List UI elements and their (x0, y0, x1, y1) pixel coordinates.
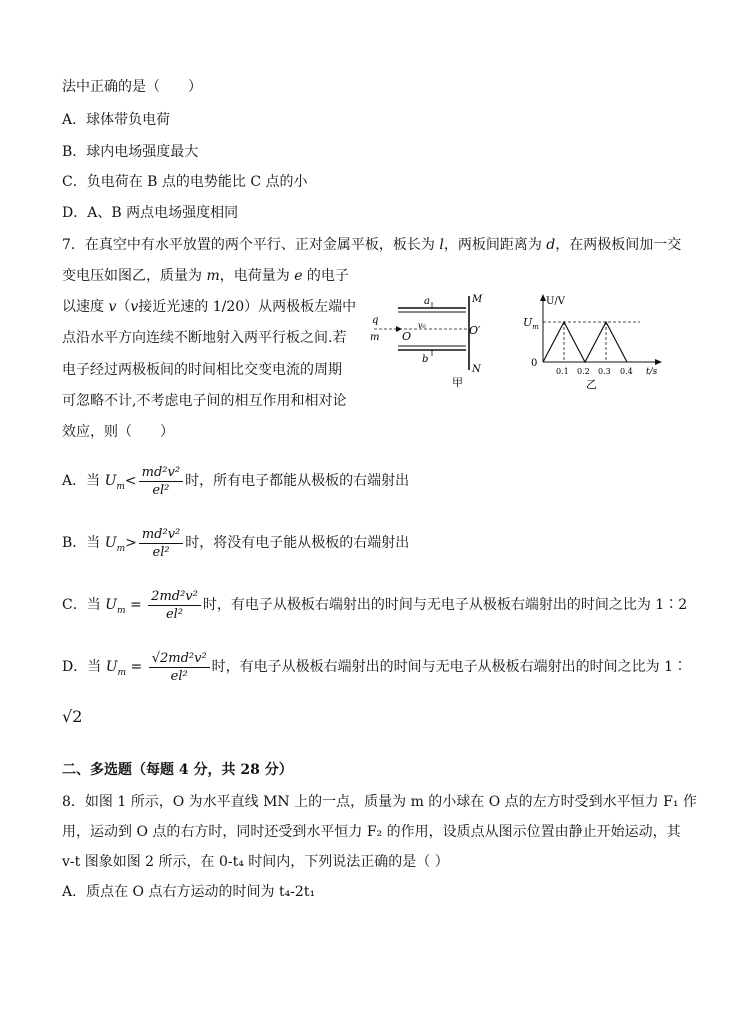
label-a: a (424, 296, 430, 307)
um-label: $U_m$ (523, 316, 539, 331)
q7-option-b: B．当 $U_m>$ $\frac{\text{md²v²}}{\text{el²}}$ 时，将没有电子能从极板的右端射出 (62, 526, 410, 560)
q8-line3: v-t 图象如图 2 所示，在 0-t₄ 时间内，下列说法正确的是（ ） (62, 854, 449, 870)
xlabel: t/s (646, 367, 658, 377)
tick-0-2: 0.2 (577, 367, 590, 376)
voltage-waveform (543, 322, 627, 362)
q7-line4: 点沿水平方向连续不断地射入两平行板之间.若 (62, 330, 347, 346)
q7-option-d: D．当 $U_m$ = $\frac{\text{√2md²v²}}{\text{el²}}$ 时，有电子从极板右端射出的时间与无电子从极板右端射出的时间之比为 1∶ (62, 650, 688, 684)
q7-option-c: C．当 $U_m$ = $\frac{\text{2md²v²}}{\text{el²}}$ 时，有电子从极板右端射出的时间与无电子从极板右端射出的时间之比为 1∶2 (62, 588, 688, 622)
label-O2: O′ (469, 324, 481, 337)
label-m: m (370, 332, 380, 343)
label-O: O (402, 330, 412, 343)
origin-label: 0 (531, 358, 538, 369)
ylabel: U/V (546, 296, 566, 307)
q8-line2: 用，运动到 O 点的右方时，同时还受到水平恒力 F₂ 的作用，设质点从图示位置由静止开始运动，其 (62, 824, 681, 840)
fraction: $\frac{\text{√2md²v²}}{\text{el²}}$ (149, 650, 210, 685)
caption-jia: 甲 (452, 376, 463, 389)
q7-line5: 电子经过两极板间的时间相比交变电流的周期 (62, 362, 342, 378)
q6-option-d: D．A、B 两点电场强度相同 (62, 205, 239, 221)
figure-jia (366, 290, 496, 390)
label-M: M (472, 294, 483, 305)
tick-0-3: 0.3 (598, 367, 611, 376)
fraction: $\frac{\text{2md²v²}}{\text{el²}}$ (148, 588, 201, 623)
q7-line6: 可忽略不计,不考虑电子间的相互作用和相对论 (62, 393, 347, 409)
q6-stem-tail: 法中正确的是（ ） (62, 79, 202, 95)
q7-line7: 效应，则（ ） (62, 424, 174, 440)
fraction: $\frac{\text{md²v²}}{\text{el²}}$ (139, 526, 183, 561)
q7-line3: 以速度 v（v接近光速的 1/20）从两极板左端中 (62, 299, 357, 315)
label-v0: v₀ (418, 321, 426, 330)
q7-line2: 变电压如图乙，质量为 m，电荷量为 e 的电子 (62, 268, 349, 284)
q7-option-a: A．当 $U_m<$ $\frac{\text{md²v²}}{\text{el²}}$ 时，所有电子都能从极板的右端射出 (62, 464, 410, 498)
q7-option-d-tail: √2 (62, 707, 83, 726)
q6-option-a: A．球体带负电荷 (62, 112, 171, 128)
q6-option-b: B．球内电场强度最大 (62, 144, 199, 160)
q8-option-a: A．质点在 O 点右方运动的时间为 t₄-2t₁ (62, 884, 316, 900)
label-N: N (472, 364, 481, 375)
q6-option-c: C．负电荷在 B 点的电势能比 C 点的小 (62, 174, 308, 190)
figure-yi (520, 292, 670, 392)
label-q: q (372, 315, 379, 326)
tick-0-4: 0.4 (620, 367, 633, 376)
section-heading: 二、多选题（每题 4 分，共 28 分） (62, 762, 293, 778)
q8-line1: 8．如图 1 所示，O 为水平直线 MN 上的一点，质量为 m 的小球在 O 点的左方时受到水平恒力 F₁ 作 (62, 794, 697, 810)
q7-line1: 7．在真空中有水平放置的两个平行、正对金属平板，板长为 l，两板间距离为 d，在两极板间加一交 (62, 237, 682, 253)
fraction: $\frac{\text{md²v²}}{\text{el²}}$ (139, 464, 183, 499)
tick-0-1: 0.1 (556, 367, 569, 376)
caption-yi: 乙 (586, 378, 597, 391)
label-b: b (422, 354, 429, 365)
